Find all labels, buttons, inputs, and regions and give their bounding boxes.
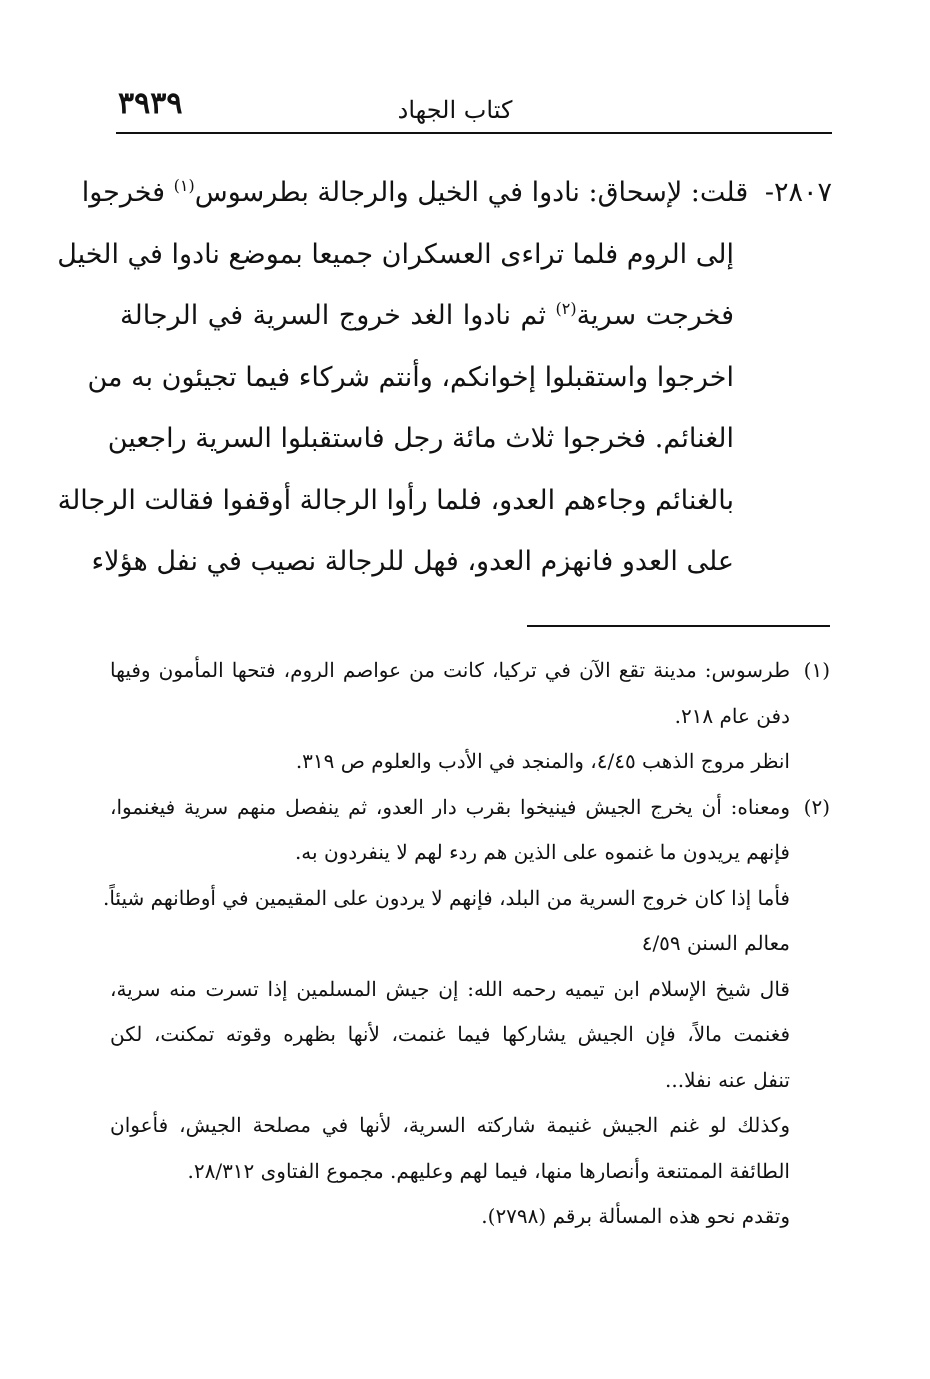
footnote-2-line: فأما إذا كان خروج السرية من البلد، فإنهم لا يردون على المقيمين في أوطانهم شيئاً. <box>102 885 790 910</box>
footnote-2-line: قال شيخ الإسلام ابن تيميه رحمه الله: إن جيش المسلمين إذا تسرت منه سرية، <box>110 976 790 1001</box>
footnote-1-line <box>110 648 830 694</box>
footnote-2-line: وتقدم نحو هذه المسألة برقم (٢٧٩٨). <box>481 1204 790 1228</box>
main-text-segment: فخرجوا <box>81 177 166 208</box>
main-line-4: اخرجوا واستقبلوا إخوانكم، وأنتم شركاء فيما تجيئون به من <box>87 361 734 393</box>
main-text-segment: ثم نادوا الغد خروج السرية في الرجالة <box>120 300 546 331</box>
header-rule <box>116 132 832 134</box>
running-title: كتاب الجهاد <box>397 96 513 124</box>
main-line-7: على العدو فانهزم العدو، فهل للرجالة نصيب في نفل هؤلاء <box>91 546 734 577</box>
footnote-text: طرسوس: مدينة تقع الآن في تركيا، كانت من عواصم الروم، فتحها المأمون وفيها <box>110 658 790 682</box>
main-line-1 <box>81 162 832 224</box>
footnote-2-number: (٢) <box>803 794 830 819</box>
footnote-2-line: وكذلك لو غنم الجيش غنيمة شاركته السرية، لأنها في مصلحة الجيش، فأعوان <box>110 1113 790 1137</box>
footnote-ref-2: (٢) <box>555 299 577 318</box>
footnote-separator <box>527 625 830 627</box>
page-number: ٣٩٣٩ <box>118 86 183 121</box>
footnote-text: ومعناه: أن يخرج الجيش فينيخوا بقرب دار العدو، ثم ينفصل منهم سرية فيغنموا، <box>110 794 790 819</box>
footnote-1-line: دفن عام ٢١٨. <box>674 703 790 728</box>
footnote-2-line: الطائفة الممتنعة وأنصارها منها، فيما لهم وعليهم. مجموع الفتاوى ٢٨/٣١٢. <box>187 1158 790 1183</box>
main-text-segment: قلت: لإسحاق: نادوا في الخيل والرجالة بطرسوس <box>194 177 749 208</box>
footnotes <box>102 648 830 1240</box>
footnote-1-line: انظر مروج الذهب ٤/٤٥، والمنجد في الأدب والعلوم ص ٣١٩. <box>295 749 790 773</box>
main-text-segment: فخرجت سرية <box>576 300 735 331</box>
footnote-2-line <box>110 785 830 831</box>
main-line-2: إلى الروم فلما تراءى العسكران جميعا بموضع نادوا في الخيل <box>57 238 734 270</box>
main-line-5: الغنائم. فخرجوا ثلاث مائة رجل فاستقبلوا السرية راجعين <box>107 423 734 454</box>
main-line-3 <box>120 285 734 347</box>
footnote-2-line: فإنهم يريدون ما غنموه على الذين هم ردء لهم لا ينفردون به. <box>294 840 790 864</box>
main-line-6: بالغنائم وجاءهم العدو، فلما رأوا الرجالة أوقفوا فقالت الرجالة <box>57 484 734 516</box>
footnote-2-line: تنفل عنه نفلا... <box>665 1067 790 1092</box>
issue-number: ٢٨٠٧- <box>764 177 832 208</box>
footnote-ref-1: (١) <box>173 176 195 195</box>
footnote-1-number: (١) <box>803 658 830 682</box>
footnote-2-line: فغنمت مالاً، فإن الجيش يشاركها فيما غنمت، لأنها بظهره وقوته تمكنت، لكن <box>110 1022 790 1046</box>
footnote-2-line: معالم السنن ٤/٥٩ <box>641 931 790 955</box>
main-text <box>57 162 832 593</box>
